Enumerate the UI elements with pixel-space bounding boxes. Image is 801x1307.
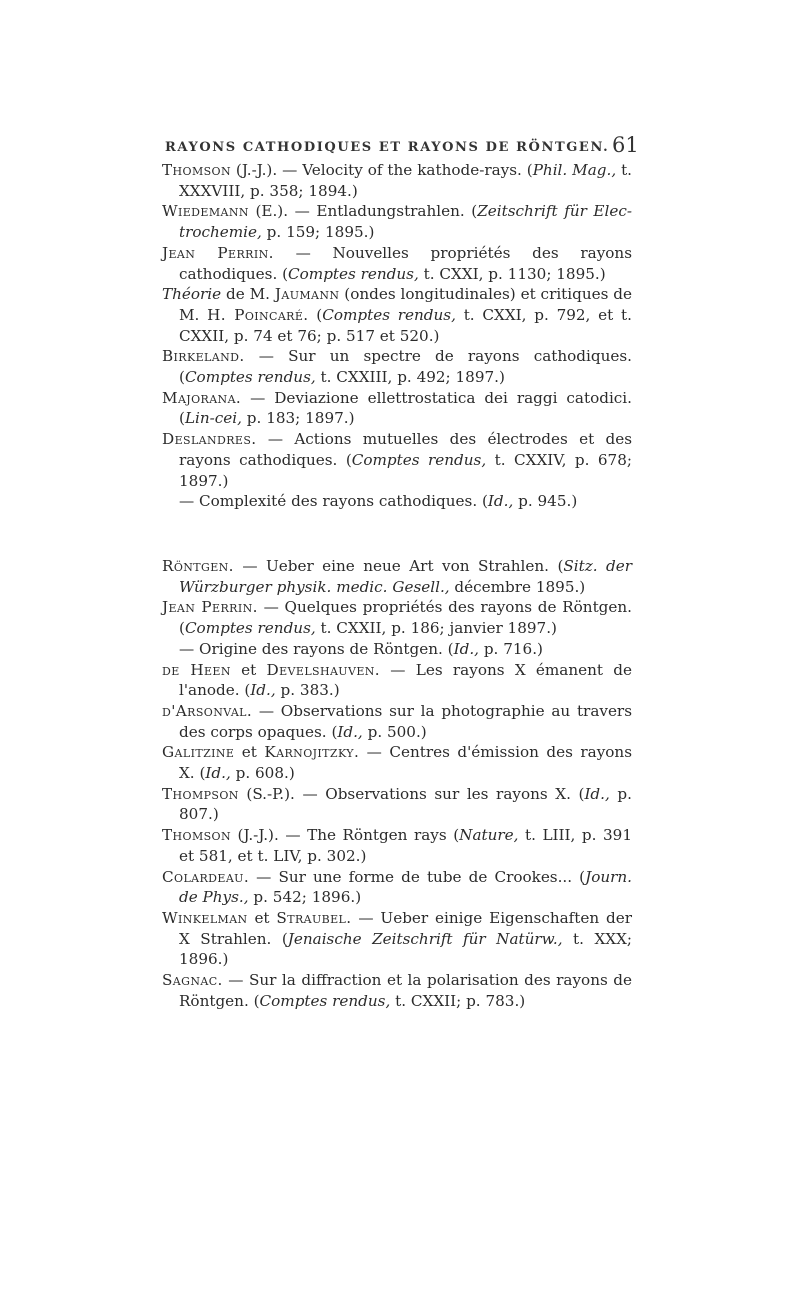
- source-title: Zeitschrift für Elec-trochemie,: [179, 202, 633, 242]
- entry-text: p. 500.): [362, 722, 427, 741]
- entry-text: et: [234, 743, 265, 762]
- entry-text: — Centres d'émission des rayons X. (: [179, 743, 633, 783]
- source-title: Id.,: [337, 722, 363, 741]
- source-title: Comptes rendus,: [288, 264, 419, 283]
- entry-text: — Quelques propriétés des rayons de Röntgen. (: [179, 598, 632, 638]
- entry-text: — Ueber einige Eigenschaften der X Strahlen. (: [179, 908, 633, 948]
- author: Jean Perrin.: [162, 598, 258, 617]
- entry-text: de M.: [221, 285, 275, 304]
- entry-text: t. CXXII; p. 783.): [390, 991, 526, 1010]
- bib-entry: [162, 346, 632, 387]
- entry-text: p. 945.): [513, 492, 578, 511]
- bib-entry: [162, 597, 632, 638]
- entry-text: — Actions mutuelles des électrodes et des rayons cathodiques. (: [179, 430, 632, 469]
- bib-subentry: [162, 491, 632, 512]
- entry-text: (ondes longitudinales) et critiques de M.: [179, 285, 633, 324]
- source-title: Jenaische Zeitschrift für Natürw.,: [287, 929, 563, 948]
- source-title: Comptes rendus,: [184, 368, 316, 387]
- source-title: Id.,: [487, 492, 514, 511]
- entry-text: — Sur un spectre de rayons cathodiques. (: [179, 347, 632, 387]
- source-title: Id.,: [205, 764, 231, 783]
- author: Jaumann: [274, 285, 340, 304]
- bib-entry: [162, 701, 632, 742]
- entry-text: t. CXXI, p. 792, et t. CXXII, p. 74 et 76; p. 517 et 520.): [179, 305, 632, 345]
- source-title: Comptes rendus,: [259, 991, 391, 1010]
- entry-text: (S.-P.). — Observations sur les rayons X. (: [238, 784, 585, 803]
- author: Develshauven.: [266, 660, 381, 679]
- author: H. Poincaré.: [207, 305, 309, 324]
- source-title: Id.,: [584, 784, 610, 803]
- entry-text: p. 807.): [179, 784, 632, 824]
- bib-entry: [162, 970, 632, 1011]
- entry-text: t. CXXIII, p. 492; 1897.): [315, 368, 505, 387]
- running-head: RAYONS CATHODIQUES ET RAYONS DE RÖNTGEN.: [165, 140, 610, 155]
- bib-entry: [162, 742, 632, 783]
- entry-text: t. LIII, p. 391 et 581, et t. LIV, p. 302.): [179, 826, 632, 865]
- entry-text: — Les rayons X émanent de l'anode. (: [179, 660, 633, 700]
- entry-text: (E.). — Entladungstrahlen. (: [248, 202, 478, 221]
- bibliography-cathode-rays: [162, 160, 632, 512]
- source-title: Id.,: [250, 681, 276, 700]
- bib-entry: [162, 867, 632, 908]
- author: de Heen: [162, 660, 231, 679]
- entry-text: p. 159; 1895.): [261, 223, 375, 242]
- source-title: Nature,: [459, 826, 519, 845]
- entry-text: — Complexité des rayons cathodiques. (: [179, 492, 488, 511]
- author: Thompson: [162, 784, 239, 803]
- entry-lead: Théorie: [162, 285, 222, 304]
- author: Straubel.: [276, 908, 352, 927]
- bib-entry: [162, 660, 632, 701]
- entry-text: — Observations sur la photographie au travers des corps opaques. (: [179, 701, 632, 741]
- entry-text: (J.-J.). — Velocity of the kathode-rays. (: [230, 161, 533, 179]
- bib-entry: [162, 556, 632, 597]
- entry-text: (J.-J.). — The Röntgen rays (: [230, 826, 460, 845]
- entry-text: t. CXXI, p. 1130; 1895.): [418, 264, 606, 283]
- author: Röntgen.: [162, 557, 234, 575]
- author: Karnojitzky.: [264, 743, 360, 762]
- source-title: Comptes rendus,: [184, 619, 316, 638]
- bib-entry: [162, 908, 632, 970]
- entry-text: décembre 1895.): [449, 577, 586, 596]
- bib-entry: [162, 284, 632, 346]
- bibliography-roentgen-rays: [162, 556, 632, 1011]
- bib-entry: [162, 784, 632, 825]
- entry-text: — Origine des rayons de Röntgen. (: [179, 639, 454, 658]
- source-title: Id.,: [453, 639, 479, 658]
- source-title: Journ. de Phys.,: [179, 867, 632, 907]
- entry-text: — Deviazione ellettrostatica dei raggi catodici. (: [179, 388, 632, 428]
- author: Wiedemann: [162, 202, 249, 221]
- author: Deslandres.: [162, 430, 257, 449]
- entry-text: t. XXXVIII, p. 358; 1894.): [179, 161, 633, 200]
- author: Winkelman: [162, 908, 248, 927]
- bib-entry: [162, 429, 632, 491]
- entry-text: — Nouvelles propriétés des rayons cathodiques. (: [179, 243, 632, 283]
- entry-text: t. XXX; 1896.): [179, 929, 633, 969]
- bib-subentry: [162, 639, 632, 660]
- bib-entry: [162, 243, 632, 284]
- entry-text: et: [247, 908, 277, 927]
- entry-text: p. 716.): [479, 639, 543, 658]
- source-title: Comptes rendus,: [322, 305, 456, 324]
- source-title: Comptes rendus,: [351, 450, 487, 469]
- author: Jean Perrin.: [162, 243, 274, 262]
- entry-text: — Sur la diffraction et la polarisation des rayons de Röntgen. (: [179, 971, 632, 1010]
- entry-text: t. CXXIV, p. 678; 1897.): [179, 450, 633, 490]
- entry-text: p. 542; 1896.): [248, 888, 362, 907]
- bib-entry: [162, 160, 632, 201]
- author: Colardeau.: [162, 867, 250, 886]
- entry-text: p. 608.): [230, 764, 295, 783]
- author: Thomson: [162, 826, 231, 845]
- page-number: 61: [612, 133, 639, 157]
- author: Majorana.: [162, 388, 242, 407]
- entry-text: (: [308, 305, 323, 324]
- bib-entry: [162, 201, 632, 242]
- author: Sagnac.: [162, 971, 223, 990]
- bib-entry: [162, 825, 632, 866]
- entry-text: p. 383.): [275, 681, 340, 700]
- author: Galitzine: [162, 743, 235, 762]
- author: d'Arsonval.: [162, 701, 253, 720]
- source-title: Phil. Mag.,: [532, 161, 617, 179]
- source-title: Sitz. der Würzburger physik. medic. Gesell.,: [179, 557, 632, 596]
- entry-text: et: [230, 660, 267, 679]
- entry-text: — Sur une forme de tube de Crookes... (: [249, 867, 586, 886]
- bib-entry: [162, 388, 632, 429]
- entry-text: — Ueber eine neue Art von Strahlen. (: [233, 557, 564, 575]
- author: Thomson: [162, 161, 231, 179]
- entry-text: t. CXXII, p. 186; janvier 1897.): [315, 619, 557, 638]
- entry-text: p. 183; 1897.): [241, 409, 355, 428]
- source-title: Lin-cei,: [184, 409, 242, 428]
- author: Birkeland.: [162, 347, 245, 366]
